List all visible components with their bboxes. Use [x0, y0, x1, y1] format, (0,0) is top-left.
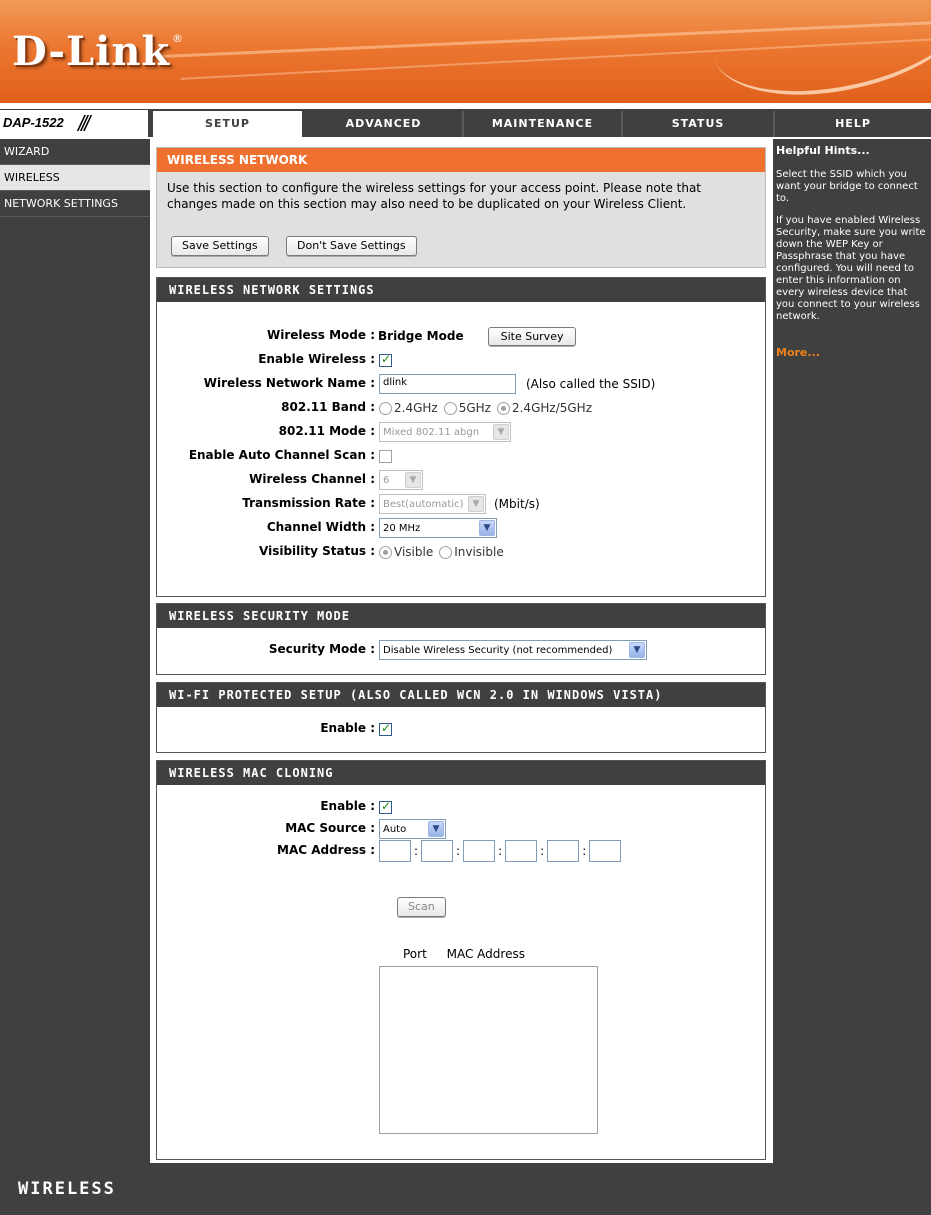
band-radio-dual[interactable] — [497, 402, 510, 415]
model-badge — [0, 110, 150, 137]
section-title: WI-FI PROTECTED SETUP (ALSO CALLED WCN 2.0 IN WINDOWS VISTA) — [157, 683, 765, 707]
section-title: WIRELESS NETWORK — [157, 148, 765, 172]
intro-description: Use this section to configure the wireless settings for your access point. Please note that changes made on this section may also need to be duplicated on your Wireless Client. — [167, 181, 702, 211]
chevron-down-icon: ▼ — [468, 496, 484, 512]
dont-save-settings-button[interactable]: Don't Save Settings — [286, 236, 417, 256]
scan-button[interactable]: Scan — [397, 897, 446, 917]
wireless-mode-value: Bridge Mode — [378, 329, 464, 343]
left-sidebar — [0, 139, 150, 1163]
band-radio-2-4ghz[interactable] — [379, 402, 392, 415]
visibility-label: Visibility Status : — [259, 544, 375, 558]
mac-octet-input[interactable] — [463, 840, 495, 862]
ssid-label: Wireless Network Name : — [203, 376, 375, 390]
wireless-mode-label: Wireless Mode : — [266, 328, 375, 342]
section-title: WIRELESS MAC CLONING — [157, 761, 765, 785]
mac-octet-input[interactable] — [547, 840, 579, 862]
channel-width-select[interactable] — [379, 518, 497, 538]
channel-width-value: 20 MHz — [383, 522, 421, 534]
model-name: DAP-1522 — [3, 115, 64, 130]
enable-wireless-checkbox[interactable] — [379, 354, 392, 367]
band-option-label: 2.4GHz — [394, 401, 438, 415]
mac-octet-input[interactable] — [589, 840, 621, 862]
banner-swoosh — [701, 0, 931, 103]
site-survey-button[interactable]: Site Survey — [488, 327, 577, 346]
section-title: WIRELESS SECURITY MODE — [157, 604, 765, 628]
chevron-down-icon: ▼ — [493, 424, 509, 440]
enable-wireless-label: Enable Wireless : — [258, 352, 375, 366]
security-mode-label: Security Mode : — [268, 642, 375, 656]
sidebar-item-network-settings[interactable]: NETWORK SETTINGS — [0, 191, 150, 217]
channel-select[interactable] — [379, 470, 423, 490]
chevron-down-icon: ▼ — [428, 821, 444, 837]
tab-advanced[interactable]: ADVANCED — [345, 117, 422, 130]
footer-wireless-logo: WIRELESS — [18, 1179, 116, 1199]
rate-label: Transmission Rate : — [242, 496, 375, 510]
visibility-radio-visible[interactable] — [379, 546, 392, 559]
wps-enable-label: Enable : — [320, 721, 375, 735]
mac-address-listbox[interactable] — [379, 966, 598, 1134]
help-panel — [773, 139, 931, 1163]
visibility-radio-invisible[interactable] — [439, 546, 452, 559]
chevron-down-icon: ▼ — [479, 520, 495, 536]
chevron-down-icon: ▼ — [629, 642, 645, 658]
mac-enable-checkbox[interactable] — [379, 801, 392, 814]
chevron-down-icon: ▼ — [405, 472, 421, 488]
security-mode-select[interactable] — [379, 640, 647, 660]
band-option-label: 5GHz — [458, 401, 491, 415]
port-column-header: Port — [403, 947, 427, 961]
mode-select[interactable] — [379, 422, 511, 442]
rate-select[interactable] — [379, 494, 486, 514]
mac-source-select[interactable] — [379, 819, 446, 839]
tab-status[interactable]: STATUS — [621, 111, 773, 137]
rate-unit: (Mbit/s) — [494, 497, 540, 511]
dlink-logo: D-Link — [12, 28, 171, 75]
sidebar-item-wizard[interactable]: WIZARD — [0, 139, 150, 165]
wireless-security-section — [156, 603, 766, 675]
ssid-input[interactable]: dlink — [379, 374, 516, 394]
channel-select-value: 6 — [383, 474, 390, 486]
wireless-network-intro — [156, 147, 766, 268]
wireless-network-settings-section — [156, 277, 766, 597]
visibility-option-label: Visible — [394, 545, 434, 559]
registered-mark: ® — [172, 32, 183, 45]
mac-list-header — [403, 947, 525, 961]
model-slash-decoration: /// — [78, 111, 88, 136]
security-mode-value: Disable Wireless Security (not recommended) — [383, 644, 613, 656]
tab-maintenance[interactable]: MAINTENANCE — [462, 111, 621, 137]
auto-channel-label: Enable Auto Channel Scan : — [188, 448, 375, 462]
mac-address-label: MAC Address : — [277, 843, 375, 857]
channel-label: Wireless Channel : — [249, 472, 375, 486]
ssid-note: (Also called the SSID) — [526, 377, 656, 391]
wps-enable-checkbox[interactable] — [379, 723, 392, 736]
mode-select-value: Mixed 802.11 abgn — [383, 426, 480, 438]
footer — [0, 1163, 931, 1215]
section-title: WIRELESS NETWORK SETTINGS — [157, 278, 765, 302]
mac-octet-input[interactable] — [421, 840, 453, 862]
help-more-link[interactable]: More... — [776, 346, 820, 359]
help-text: If you have enabled Wireless Security, make sure you write down the WEP Key or Passphrase that you have configured. You will need to enter this information on every wireless device that you connect to your wireless network. — [776, 215, 926, 322]
band-radio-5ghz[interactable] — [444, 402, 457, 415]
tab-setup[interactable]: SETUP — [153, 111, 304, 137]
help-title: Helpful Hints... — [776, 144, 870, 157]
wps-section — [156, 682, 766, 753]
sidebar-item-wireless[interactable]: WIRELESS — [0, 165, 150, 191]
mac-octet-input[interactable] — [379, 840, 411, 862]
rate-select-value: Best(automatic) — [383, 498, 464, 510]
visibility-option-label: Invisible — [454, 545, 504, 559]
mac-cloning-section: WIRELESS MAC CLONING Enable : ✓ MAC Source : Auto ▼ MAC Address : : : : : : Scan Port MAC Address — [156, 760, 766, 1160]
save-settings-button[interactable]: Save Settings — [171, 236, 269, 256]
mac-address-column-header: MAC Address — [446, 947, 525, 961]
auto-channel-checkbox[interactable] — [379, 450, 392, 463]
mode-label: 802.11 Mode : — [278, 424, 375, 438]
band-label: 802.11 Band : — [281, 400, 375, 414]
band-option-label: 2.4GHz/5GHz — [511, 401, 592, 415]
brand-banner — [0, 0, 931, 103]
main-content — [150, 139, 773, 1163]
mac-enable-label: Enable : — [320, 799, 375, 813]
mac-octet-input[interactable] — [505, 840, 537, 862]
help-text: Select the SSID which you want your bridge to connect to. — [776, 169, 918, 204]
tab-help[interactable]: HELP — [773, 111, 931, 137]
mac-source-value: Auto — [383, 823, 407, 835]
mac-source-label: MAC Source : — [285, 821, 375, 835]
channel-width-label: Channel Width : — [266, 520, 375, 534]
